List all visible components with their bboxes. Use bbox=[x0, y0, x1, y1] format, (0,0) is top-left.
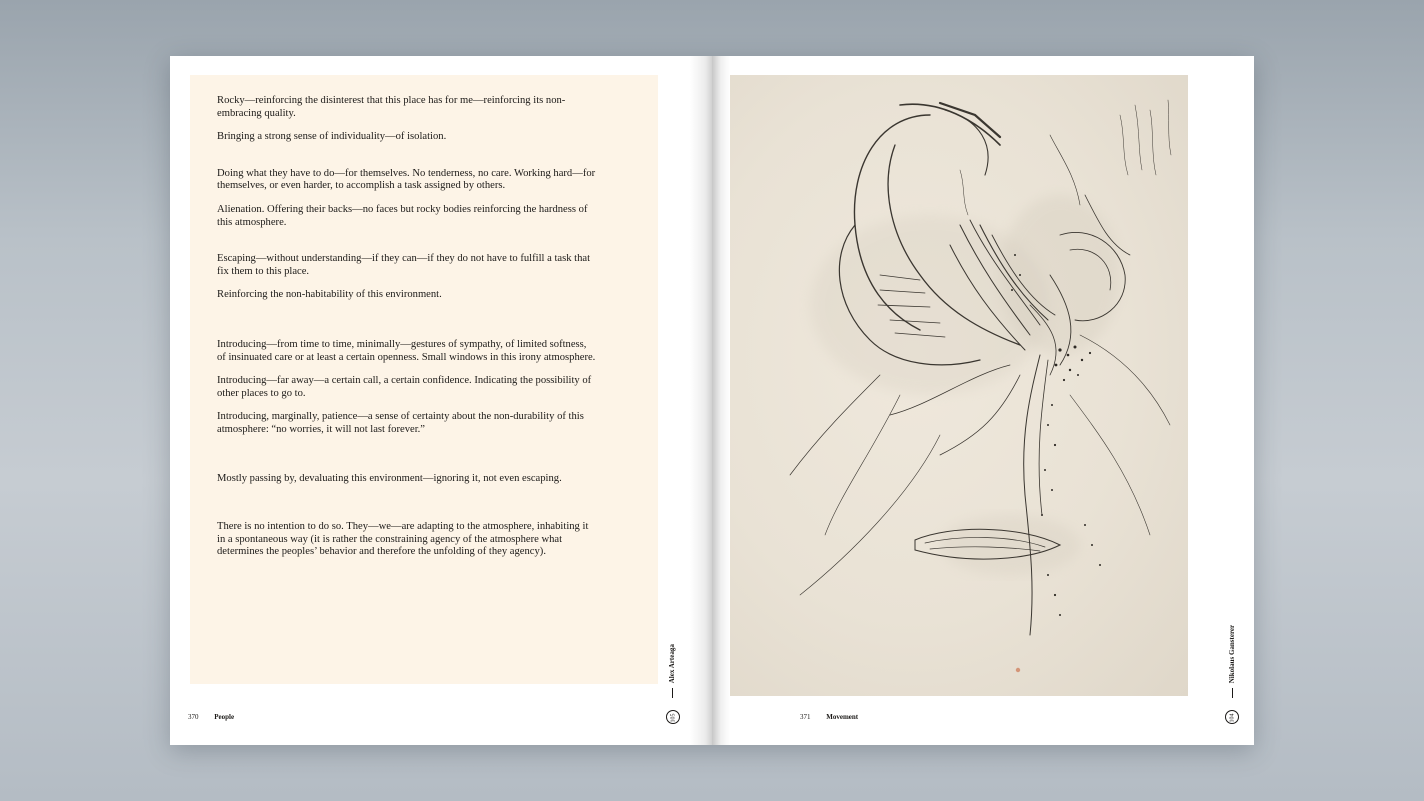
right-folio bbox=[800, 713, 858, 722]
paragraph: Alienation. Offering their backs—no faces but rocky bodies reinforcing the hardness of this atmosphere. bbox=[217, 203, 588, 228]
sketch-artwork bbox=[730, 75, 1188, 696]
gutter-shadow bbox=[712, 56, 730, 745]
paragraph: Introducing—far away—a certain call, a certain confidence. Indicating the possibility of other places to go to. bbox=[217, 375, 592, 399]
dash-divider bbox=[672, 688, 673, 698]
left-folio bbox=[188, 713, 234, 722]
author-credit bbox=[666, 551, 678, 701]
paragraph: There is no intention to do so. They—we—are adapting to the atmosphere, inhabiting it in a spontaneous way (it is rather the constraining agency of the atmosphere what determines the peoples’ behavior and therefore the unfolding of they agency). bbox=[217, 521, 589, 558]
paragraph: Introducing, marginally, patience—a sense of certainty about the non-durability of this atmosphere: “no worries, it will not last forever.” bbox=[217, 411, 584, 435]
paragraph: Bringing a strong sense of individuality—of isolation. bbox=[217, 131, 447, 143]
dash-divider bbox=[1232, 688, 1233, 698]
author-name: Nikolaus Gansterer bbox=[1228, 624, 1236, 684]
body-text bbox=[217, 95, 597, 559]
pencil-sketch-icon bbox=[730, 75, 1188, 696]
right-page bbox=[712, 56, 1254, 745]
chapter-number-badge bbox=[1225, 710, 1239, 724]
author-name: Alex Arteaga bbox=[668, 644, 676, 684]
paragraph: Escaping—without understanding—if they can—if they do not have to fulfill a task that fix them to this place. bbox=[217, 253, 591, 277]
paragraph: Reinforcing the non-habitability of this environment. bbox=[217, 289, 442, 301]
paragraph: Introducing—from time to time, minimally—gestures of sympathy, of limited softness, of insinuated care or at least a certain openness. Small windows in this irony atmosphere. bbox=[217, 338, 596, 363]
gutter-shadow bbox=[690, 56, 712, 745]
text-panel bbox=[190, 75, 658, 684]
chapter-number: 104 bbox=[1229, 713, 1235, 723]
paragraph: Mostly passing by, devaluating this environment—ignoring it, not even escaping. bbox=[217, 472, 562, 484]
author-credit bbox=[1226, 551, 1238, 701]
chapter-number: 105 bbox=[670, 713, 676, 723]
section-title: Movement bbox=[826, 713, 859, 721]
left-page bbox=[170, 56, 712, 745]
page-number: 371 bbox=[800, 713, 811, 721]
paragraph: Rocky—reinforcing the disinterest that this place has for me—reinforcing its non-embracing quality. bbox=[217, 95, 566, 119]
section-title: People bbox=[214, 713, 235, 721]
page-number: 370 bbox=[188, 713, 199, 721]
paragraph: Doing what they have to do—for themselves. No tenderness, no care. Working hard—for themselves, or even harder, to accomplish a task assigned by others. bbox=[217, 167, 596, 192]
chapter-number-badge bbox=[666, 710, 680, 724]
book-spread bbox=[170, 56, 1254, 745]
